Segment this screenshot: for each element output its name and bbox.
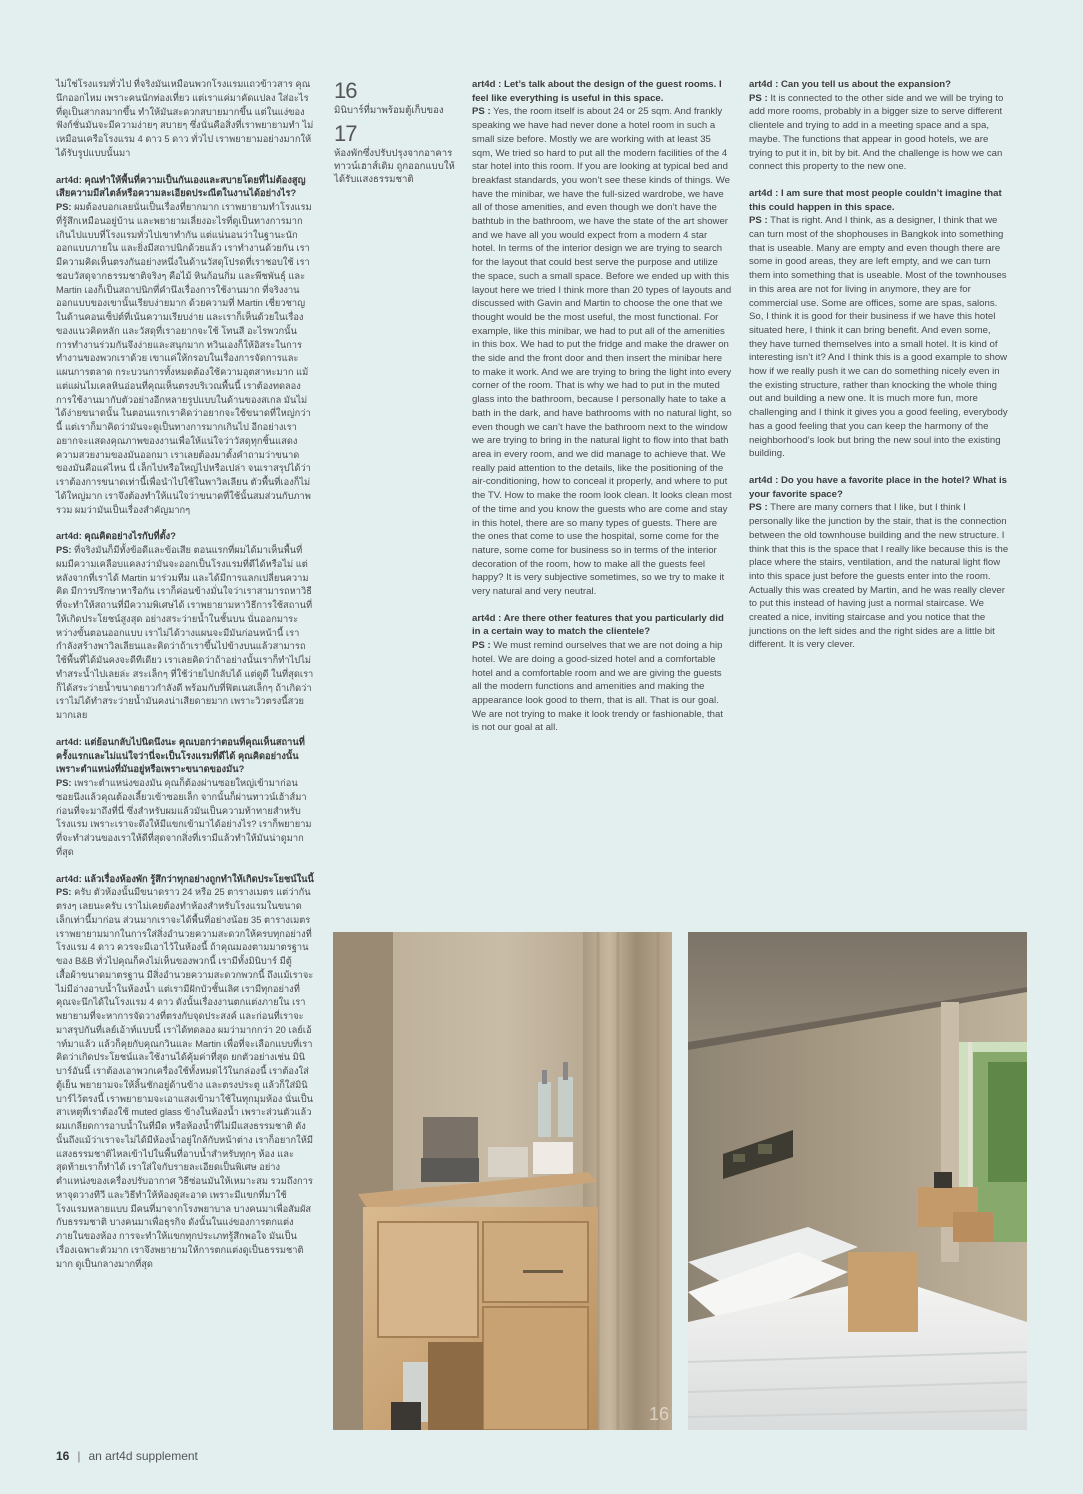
answer-label: PS :: [749, 92, 768, 104]
english-qa-1: [472, 78, 732, 599]
thai-qa-4: [56, 873, 314, 1272]
english-answer: There are many corners that I like, but I think I personally like the junction by the stair, that is the connection between the old townhouse building and the new structure. I think that this is the space that I really like because this is the place where the stairs, ventilation, and the natural light flow into this space just before the guests enter into the room. Actually this was created by Martin, and he was really clever to put this instead of having just a normal staircase. We created a nice, inviting staircase and you notice that the junctions on the left sides and the right sides are a little bit different. It is very clever.: [749, 502, 1009, 651]
stats-sidebar: [334, 80, 462, 192]
answer-label: PS:: [56, 545, 72, 555]
english-column-2: [749, 78, 1010, 665]
thai-column: [56, 78, 314, 1284]
answer-label: PS :: [472, 106, 491, 118]
stat-text: มินิบาร์ที่มาพร้อมตู้เก็บของ: [334, 105, 444, 116]
thai-qa-2: [56, 530, 314, 723]
minibar-illustration: [333, 932, 672, 1430]
answer-label: PS :: [749, 215, 768, 227]
english-qa-2: [472, 612, 732, 735]
answer-label: PS:: [56, 202, 72, 212]
english-question: art4d : I am sure that most people couldn’t imagine that this could happen in this space.: [749, 187, 1002, 213]
thai-qa-3: [56, 736, 314, 860]
thai-question: art4d: คุณทำให้พื้นที่ความเป็นกันเองและสบายโดยที่ไม่ต้องสูญเสียความมีสไตล์หรือความละเอียดประณีตในงานได้อย่างไร?: [56, 174, 306, 199]
english-qa-4: [749, 187, 1010, 461]
thai-answer: ครับ ตัวห้องนั้นมีขนาดราว 24 หรือ 25 ตารางเมตร แต่ว่ากันตรงๆ เลยนะครับ เราไม่เคยต้องทำห้องสำหรับโรงแรมในขนาดเล็กเท่านี้มาก่อน ส่วนมากเราจะได้พื้นที่อย่างน้อย 35 ตารางเมตร เราพยายามมากในการใส่สิ่งอำนวยความสะดวกให้ครบทุกอย่างที่โรงแรม 4 ดาว ควรจะมีเอาไว้ในห้องนี้ ถ้าคุณมองตามมาตรฐานของ B&B ทั่วไปคุณก็คงไม่เห็นของพวกนี้ เรามีทั้งมินิบาร์ มีตู้เสื้อผ้าขนาดมาตรฐาน มีสิ่งอำนวยความสะดวกพวกนี้ ถึงแม้เราจะไม่มีอ่างอาบน้ำในห้องน้ำ แต่เรามีฝักบัวชั้นเลิศ เรามีทุกอย่างที่คุณจะนึกได้ในโรงแรม 4 ดาว ดังนั้นเรื่องงานตกแต่งภายใน เราพยายามที่จะหาการจัดวางที่ตรงกับจุดประสงค์ และก่อนที่เราจะมาสรุปกันที่เลย์เอ้าท์แบบนี้ เราได้ทดลอง ผมว่ามากกว่า 20 เลย์เอ้าท์มาแล้ว แล้วก็คุยกับคุณกวินและ Martin เพื่อที่จะเลือกแบบที่เราคิดว่าเกิดประโยชน์และใช้งานได้คุ้มค่าที่สุด ยกตัวอย่างเช่น มินิบาร์อันนี้ เราต้องเอาพวกเครื่องใช้ทั้งหมดไว้ในกล่องนี้ เราต้องใส่ตู้เย็น พยายามจะให้ลิ้นชักอยู่ด้านข้าง และตรงประตู แล้วก็ใส่มินิบาร์ไว้ตรงนี้ เราพยายามจะเอาแสงเข้ามาใช้ในทุกมุมห้อง นั่นเป็นสาเหตุที่เราต้องใช้ muted glass ข้างในห้องน้ำ เพราะส่วนตัวแล้วผมเกลียดการอาบน้ำในที่มืด หรือห้องน้ำที่ไม่มีแสงธรรมชาติ ดังนั้นถึงแม้ว่าเราจะไม่ได้มีห้องน้ำอยู่ใกล้กับหน้าต่าง เราก็อยากให้มีแสงธรรมชาติไหลเข้าไปในพื้นที่อาบน้ำสำหรับทุกๆ ห้อง และสุดท้ายเราก็ทำได้ เราใส่ใจกับรายละเอียดเป็นพิเศษ อย่างตำแหน่งของเครื่องปรับอากาศ วิธีซ่อนมันให้เหมาะสม รวมถึงการหาจุดวางทีวี และวิธีทำให้ห้องดูสะอาด เพราะมีแขกที่มาใช้โรงแรมหลายแบบ มีคนที่มาจากโรงพยาบาล บางคนมาเพื่อสัมผัสกับธรรมชาติ บางคนมาเพื่อธุรกิจ ดังนั้นในแง่ของการตกแต่งภายในของห้อง การจะทำให้แขกทุกประเภทรู้สึกพอใจ มันเป็นเรื่องเฉพาะตัวมาก เราจึงพยายามให้การตกแต่งดูเป็นธรรมชาติมาก ดูเป็นกลางมากที่สุด: [56, 887, 314, 1269]
stat-number: 17: [334, 121, 357, 146]
english-column-1: [472, 78, 732, 748]
thai-intro: ไม่ใช่โรงแรมทั่วไป ที่จริงมันเหมือนพวกโรงแรมแถวข้าวสาร คุณนึกออกไหม เพราะคนนักท่องเที่ยว แต่เราแค่มาคัดแปลง ใส่อะไรที่ดูเป็นสากลมากขึ้น ทำให้มันสะดวกสบายมากขึ้น แต่ในแง่ของฟังก์ชั่นมันจะมีความง่ายๆ สบายๆ ซึ่งนั่นคือสิ่งที่เราพยายามทำ ไม่เหมือนเครือโรงแรม 4 ดาว 5 ดาว ทั่วไป เราพยายามอย่างมากให้ได้รับรูปแบบนั้นมา: [56, 79, 314, 158]
thai-question: art4d: คุณคิดอย่างไรกับที่ตั้ง?: [56, 531, 176, 542]
thai-question: art4d: แล้วเรื่องห้องพัก รู้สึกว่าทุกอย่างถูกทำให้เกิดประโยชน์ในนี้: [56, 873, 314, 884]
english-question: art4d : Let’s talk about the design of the guest rooms. I feel like everything is useful in this space.: [472, 79, 722, 104]
thai-qa-1: [56, 174, 314, 518]
english-answer: Yes, the room itself is about 24 or 25 sqm. And frankly speaking we have had never done a hotel room in such a small size before. Mostly we are working with at least 35 sqm, We tried so hard to put all the modern facilities of the 4 star hotel into this room. If you are looking at typical bed and breakfast standards, you won’t see these kinds of things. We have the minibar, we have the full-sized wardrobe, we have all of those amenities, and even though we don’t have the bathtub in the bathroom, we have the state of the art shower and we have all you would expect from a modern 4 star hotel. In terms of the interior design we are trying to search for the layout that could best serve the purpose and utilize the space, such a small space. Before we ended up with this layout here we tried I think more than 20 types of layouts and discussed with Gavin and Martin to choose the one that we thought would be the most useful, the most functional. For example, like this minibar, we had to put all of the amenities in this box. We had to put the fridge and make the drawer on the side and the front door and then insert the minibar here to make it work. And we are trying to bring the light into every corner of the room. That is why we had to put in the muted glass into the bathroom, because I personally hate to take a bath in the dark, and have bathrooms with no natural light, so even though we can’t have the bathroom next to the window we are trying to bring in the natural light to flow into that bath area in every room, and we did manage to achieve that. We really paid attention to the details, like the positioning of the air-conditioning, how to conceal it properly, and where to put the TV. How to make the room look clean. It looks clean most of the time and you know the guests who are come and stay in this hotel, there are so many types of guests. There are the ones that come to use the hospital, some come for the nature, some come for business so in terms of the interior decoration of the room, how to make all the guests feel happy? It is very subjective sometimes, so we try to make it very natural and very neutral.: [472, 106, 732, 598]
english-question: art4d : Are there other features that you particularly did in a certain way to match the clientele?: [472, 612, 724, 638]
english-answer: That is right. And I think, as a designer, I think that we can turn most of the shophouses in Bangkok into something that is useable. Many are empty and even though there are some in good areas, they are left empty, and we can turn them into something that is useable. Most of the townhouses in this area are not for living in anymore, they are for commercial use. Some are offices, some are spas, salons. So, I think it is good for their business if we have this hotel situated here, I think it can bring benefit. And even some, they have turned themselves into a small hotel. It is kind of interesting isn’t it? And I think this is a good example to show how if we really push it we can do something nicely even in the existing structure, rather than knocking the whole thing out and building a new one. It is much more fun, more challenging and I think it gives you a good feeling, everybody has a good feeling that you can keep the harmony of the neighborhood’s look but bring the new soul into the existing building.: [749, 215, 1008, 460]
page-number: 16: [56, 1449, 70, 1463]
english-question: art4d : Can you tell us about the expansion?: [749, 79, 952, 90]
guest-room-illustration: [688, 932, 1027, 1430]
stat-number: 16: [334, 78, 357, 103]
thai-answer: ที่จริงมันก็มีทั้งข้อดีและข้อเสีย ตอนแรกที่ผมได้มาเห็นพื้นที่ ผมมีความเคลือบแคลงว่ามันจะออกเป็นโรงแรมที่ดีได้หรือไม่ แต่หลังจากที่เราได้ Martin มาร่วมทีม และได้มีการแลกเปลี่ยนความคิด มีการปรึกษาหารือกัน เราก็ค่อนข้างมั่นใจว่าเราสามารถหาวิธีที่จะทำให้สถานที่มีความพิเศษได้ เราพยายามหาวิธีการใช้สถานที่ให้เกิดประโยชน์สูงสุด อย่างสระว่ายน้ำในชั้นบน นั่นออกมาระหว่างขั้นตอนออกแบบ เราไม่ได้วางแผนจะมีมันก่อนหน้านี้ เรากำลังสร้างพาวิลเลียนและคิดว่าถ้าเราขึ้นไปข้างบนแล้วสามารถใช้พื้นที่ได้มันคงจะดีทีเดียว เราเลยคิดว่าถ้าอย่างนั้นเราก็ทำไปไม่ทำสระน้ำไปเลยล่ะ สระเล็กๆ ที่ใช้ว่ายไปกลับได้ แต่ดูดี ในที่สุดเราก็ได้สระว่ายน้ำขนาดยาวกำลังดี พร้อมกับที่ฟิตเนสเล็กๆ ถ้าเกิดว่าเราไม่ได้ทำสระว่ายน้ำมันคงน่าเสียดายมาก เพราะวิวตรงนี้สวยมากเลย: [56, 545, 314, 720]
answer-label: PS:: [56, 778, 72, 788]
english-qa-5: [749, 474, 1010, 652]
minibar-photo: [333, 932, 672, 1430]
footer-separator: |: [77, 1449, 81, 1463]
english-question: art4d : Do you have a favorite place in the hotel? What is your favorite space?: [749, 474, 1008, 500]
answer-label: PS :: [472, 640, 491, 652]
photo-watermark: 16: [649, 1404, 670, 1424]
page-footer: [56, 1449, 198, 1463]
stat-text: ห้องพักซึ่งปรับปรุงจากอาคารทาวน์เฮาส์เดิม ถูกออกแบบให้ได้รับแสงธรรมชาติ: [334, 148, 455, 185]
thai-answer: ผมต้องบอกเลยนั่นเป็นเรื่องที่ยากมาก เราพยายามทำโรงแรมที่รู้สึกเหมือนอยู่บ้าน และพยายามเลี่ยงอะไรที่ดูเป็นทางการมากเกินไปแบบที่โรงแรมทั่วไปเขาทำกัน แต่แน่นอนว่าในฐานะนักออกแบบภายใน และยิ่งมีสถาปนิกด้วยแล้ว เราทำงานด้วยกัน เรามีความคิดเห็นตรงกันอย่างหนึ่งในด้านวัสดุโปรดที่เราชอบใช้ เราชอบวัสดุจากธรรมชาติจริงๆ คือไม้ หินก้อนกิ่ม และพีชพันธุ์ และ Martin เองก็เป็นสถาปนิกที่คำนึงเรื่องการใช้งานมาก ที่จริงงานออกแบบของเขานั้นเรียบง่ายมาก ด้วยความที่ Martin เชี่ยวชาญในด้านคอนเซ็ปต์ที่เน้นความเรียบง่าย และเราก็เห็นด้วยในเรื่องของแนวคิดหลัก และวัสดุที่เราอยากจะใช้ โทนสี อะไรพวกนั้น การทำงานร่วมกันจึงง่ายและสนุกมาก ทวินเองก็ให้อิสระในการทำงานของพวกเราด้วย เขาแค่ให้กรอบในเรื่องการจัดการและแผนการตลาด กระบวนการทั้งหมดต้องใช้ความอุตสาหะมาก แม้แต่แผ่นไมเคลหินอ่อนที่คุณเห็นตรงบริเวณพื้นนี้ เราต้องทดลองการใช้งานมากับตัวอย่างอีกหลายรูปแบบในด้านของสเกล มันไม่ได้ง่ายขนาดนั้น ในตอนแรกเราคิดว่าอยากจะใช้ขนาดที่ใหญ่กว่านี้ แต่เราก็มาคิดว่ามันจะดูเป็นทางการมากเกินไป อีกอย่างเราอยากจะแสดงคุณภาพของงานเพื่อให้แน่ใจว่าวัสดุทุกชิ้นแสดงความสวยงามของมันออกมา เราเลยต้องมาตั้งคำถามว่าขนาดของมันคือแค่ไหน นี่ เล็กไปหรือใหญ่ไปหรือเปล่า จนเราสรุปได้ว่าเราต้องการขนาดเท่านี้เพื่อนำไปใช้ในพาวิลเลียน ตัวพื้นที่เองก็ไม่ได้ใหญ่มาก เราจึงต้องทำให้แน่ใจว่าขนาดที่ใช้นั้นสมส่วนกับภาพรวม ผมว่ามันเป็นเรื่องสำคัญมากๆ: [56, 202, 312, 515]
english-qa-3: [749, 78, 1010, 174]
english-answer: We must remind ourselves that we are not doing a hip hotel. We are doing a good-sized hotel and a comfortable hotel and a comfortable room and we are giving the guests all the modern functions and amenities and making the appearance look good to them, that is all. That is our goal. We are not trying to make it look trendy or fashionable, that is not our goal at all.: [472, 640, 723, 734]
english-answer: It is connected to the other side and we will be trying to add more rooms, probably in a bigger size to serve different clientele and trying to add in a meeting space and a spa, maybe. The functions that appear in good hotels, we are trying to put it in, bit by bit. And the challenge is how we can connect this property to the new one.: [749, 92, 1004, 173]
thai-question: art4d: แต่ย้อนกลับไปนิดนึงนะ คุณบอกว่าตอนที่คุณเห็นสถานที่ครั้งแรกและไม่แน่ใจว่านี่จะเป็นโรงแรมที่ดีได้ คุณคิดอย่างนั้นเพราะตำแหน่งที่มันอยู่หรือเพราะขนาดของมัน?: [56, 736, 305, 775]
answer-label: PS:: [56, 887, 72, 898]
thai-answer: เพราะตำแหน่งของมัน คุณก็ต้องผ่านซอยใหญ่เข้ามาก่อน ซอยนึงแล้วคุณต้องเลี้ยวเข้าซอยเล็ก จากนั้นก็ผ่านทาวน์เฮ้าส์มาก่อนที่จะมาถึงที่นี่ ซึ่งสำหรับผมแล้วมันเป็นความท้าทายสำหรับโรงแรม เพราะเราจะดึงให้มีแขกเข้ามาได้อย่างไร? เราก็พยายามที่จะทำส่วนของเราให้ดีที่สุดจากสิ่งที่เรามีแล้วทำให้มันน่าดูมากที่สุด: [56, 778, 312, 857]
answer-label: PS :: [749, 502, 768, 514]
guest-room-photo: [688, 932, 1027, 1430]
publication-name: an art4d supplement: [88, 1449, 198, 1463]
